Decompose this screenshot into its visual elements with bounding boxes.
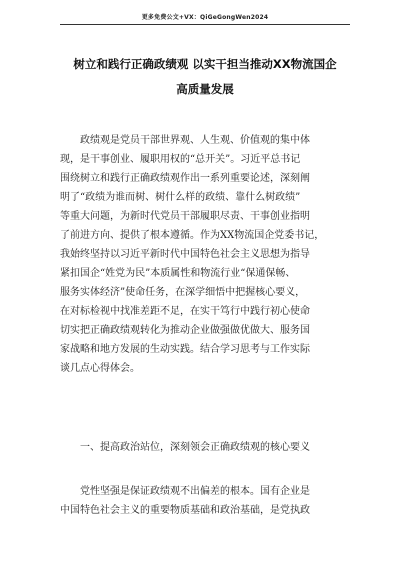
document-title	[60, 52, 350, 102]
paragraph-line: 政绩观是党员干部世界观、人生观、价值观的集中体	[80, 135, 310, 146]
paragraph-line: 在对标检视中找准差距不足，在实干笃行中践行初心使命	[60, 306, 310, 317]
paragraph-line: 明了“政绩为谁而树、树什么样的政绩、靠什么树政绩”	[60, 192, 301, 203]
paragraph-line: 紧扣国企“姓党为民”本质属性和物流行业“保通保畅、	[60, 268, 296, 279]
paragraph-line: 切实把正确政绩观转化为推动企业做强做优做大、服务国	[60, 325, 310, 336]
intro-paragraph	[60, 131, 350, 378]
paragraph-line: 党性坚强是保证政绩观不出偏差的根本。国有企业是	[80, 486, 310, 497]
section-paragraph	[60, 482, 350, 520]
paragraph-line: 等重大问题，为新时代党员干部履职尽责、干事创业指明	[60, 211, 310, 222]
header-divider	[60, 24, 350, 25]
paragraph-line: 中国特色社会主义的重要物质基础和政治基础，是党执政	[60, 505, 310, 516]
section-heading: 一、提高政治站位，深刻领会正确政绩观的核心要义	[80, 442, 310, 453]
paragraph-line: 家战略和地方发展的生动实践。结合学习思考与工作实际	[60, 344, 310, 355]
title-line: 高质量发展	[176, 82, 234, 96]
paragraph-line: 谈几点心得体会。	[60, 363, 140, 374]
page-header: 更多免费公文+VX：QiGeGongWen2024	[141, 14, 269, 21]
paragraph-line: 了前进方向、提供了根本遵循。作为XX物流国企党委书记，	[60, 230, 325, 241]
paragraph-line: 服务实体经济”使命任务，在深学细悟中把握核心要义，	[60, 287, 306, 298]
title-line: 树立和践行正确政绩观 以实干担当推动XX物流国企	[73, 57, 337, 71]
paragraph-line: 现，是干事创业、履职用权的“总开关”。习近平总书记	[60, 154, 301, 165]
paragraph-line: 围绕树立和践行正确政绩观作出一系列重要论述，深刻阐	[60, 173, 310, 184]
paragraph-line: 我始终坚持以习近平新时代中国特色社会主义思想为指导	[60, 249, 310, 260]
